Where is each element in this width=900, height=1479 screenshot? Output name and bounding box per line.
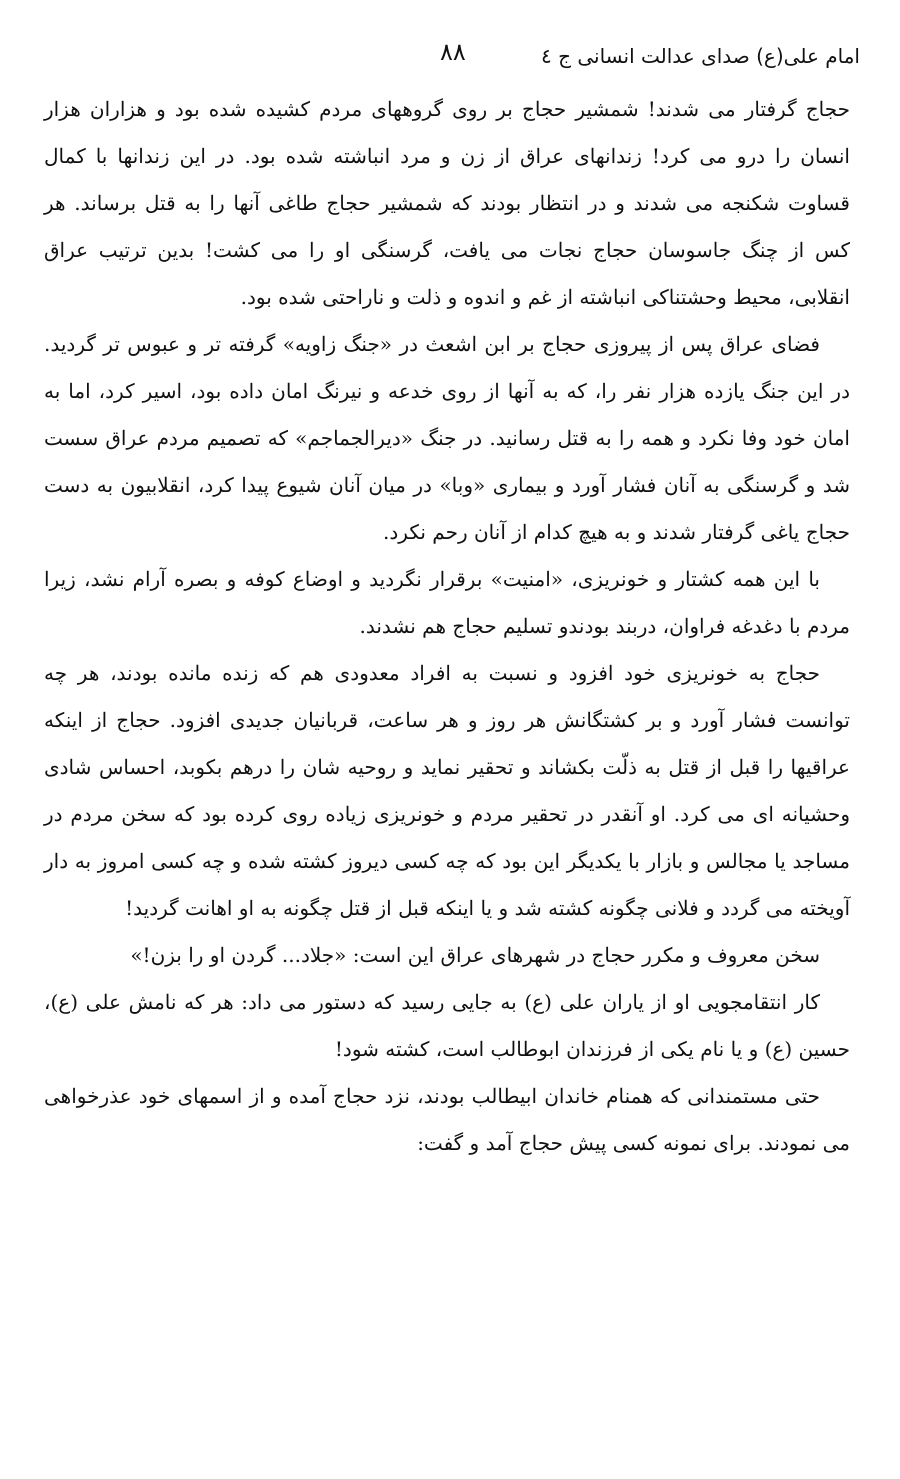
paragraph: با این همه کشتار و خونریزی، «امنیت» برقرار نگردید و اوضاع کوفه و بصره آرام نشد، زیرا مردم با دغدغه فراوان، دربند بودندو تسلیم حجاج هم نشدند. xyxy=(44,567,850,638)
paragraph: کار انتقامجویی او از یاران علی (ع) به جایی رسید که دستور می داد: هر که نامش علی (ع)، حسین (ع) و یا نام یکی از فرزندان ابوطالب است، کشته شود! xyxy=(44,990,850,1061)
paragraph: سخن معروف و مکرر حجاج در شهرهای عراق این است: «جلاد... گردن او را بزن!» xyxy=(130,943,820,967)
running-title: امام علی(ع) صدای عدالت انسانی ج ٤ xyxy=(540,44,860,68)
paragraph: حتی مستمندانی که همنام خاندان ابیطالب بودند، نزد حجاج آمده و از اسمهای خود عذرخواهی می نمودند. برای نمونه کسی پیش حجاج آمد و گفت: xyxy=(44,1084,850,1155)
paragraph: حجاج گرفتار می شدند! شمشیر حجاج بر روی گروههای مردم کشیده شده بود و هزاران هزار انسان را درو می کرد! زندانهای عراق از زن و مرد انباشته شده بود. در این زندانها با کمال قساوت شکنجه می شدند و در انتظار بودند که شمشیر حجاج طاغی آنها را به قتل برساند. هر کس از چنگ جاسوسان حجاج نجات می یافت، گرسنگی او را می کشت! بدین ترتیب عراق انقلابی، محیط وحشتناکی انباشته از غم و اندوه و ذلت و ناراحتی شده بود. xyxy=(44,97,850,309)
page-header xyxy=(40,38,860,78)
paragraph: فضای عراق پس از پیروزی حجاج بر ابن اشعث در «جنگ زاویه» گرفته تر و عبوس تر گردید. در این جنگ یازده هزار نفر را، که به آنها از روی خدعه و نیرنگ امان داده بود، اسیر کرد، اما به امان خود وفا نکرد و همه را به قتل رسانید. در جنگ «دیرالجماجم» که تصمیم مردم عراق سست شد و گرسنگی به آنان فشار آورد و بیماری «وبا» در میان آنان شیوع پیدا کرد، انقلابیون به دست حجاج یاغی گرفتار شدند و به هیچ کدام از آنان رحم نکرد. xyxy=(44,332,850,544)
page-number: ۸۸ xyxy=(440,38,466,66)
paragraph: حجاج به خونریزی خود افزود و نسبت به افراد معدودی هم که زنده مانده بودند، هر چه توانست فشار آورد و بر کشتگانش هر روز و هر ساعت، قربانیان جدیدی افزود. حجاج از اینکه عراقیها را قبل از قتل به ذلّت بکشاند و تحقیر نماید و روحیه شان را درهم بکوبد، احساس شادی وحشیانه ای می کرد. او آنقدر در تحقیر مردم و خونریزی زیاده روی کرده بود که سخن مردم در مساجد یا مجالس و بازار با یکدیگر این بود که چه کسی دیروز کشته شده و چه کسی امروز به دار آویخته می گردد و فلانی چگونه کشته شد و یا اینکه قبل از قتل چگونه به او اهانت گردید! xyxy=(44,661,850,920)
body-text xyxy=(44,86,850,1167)
